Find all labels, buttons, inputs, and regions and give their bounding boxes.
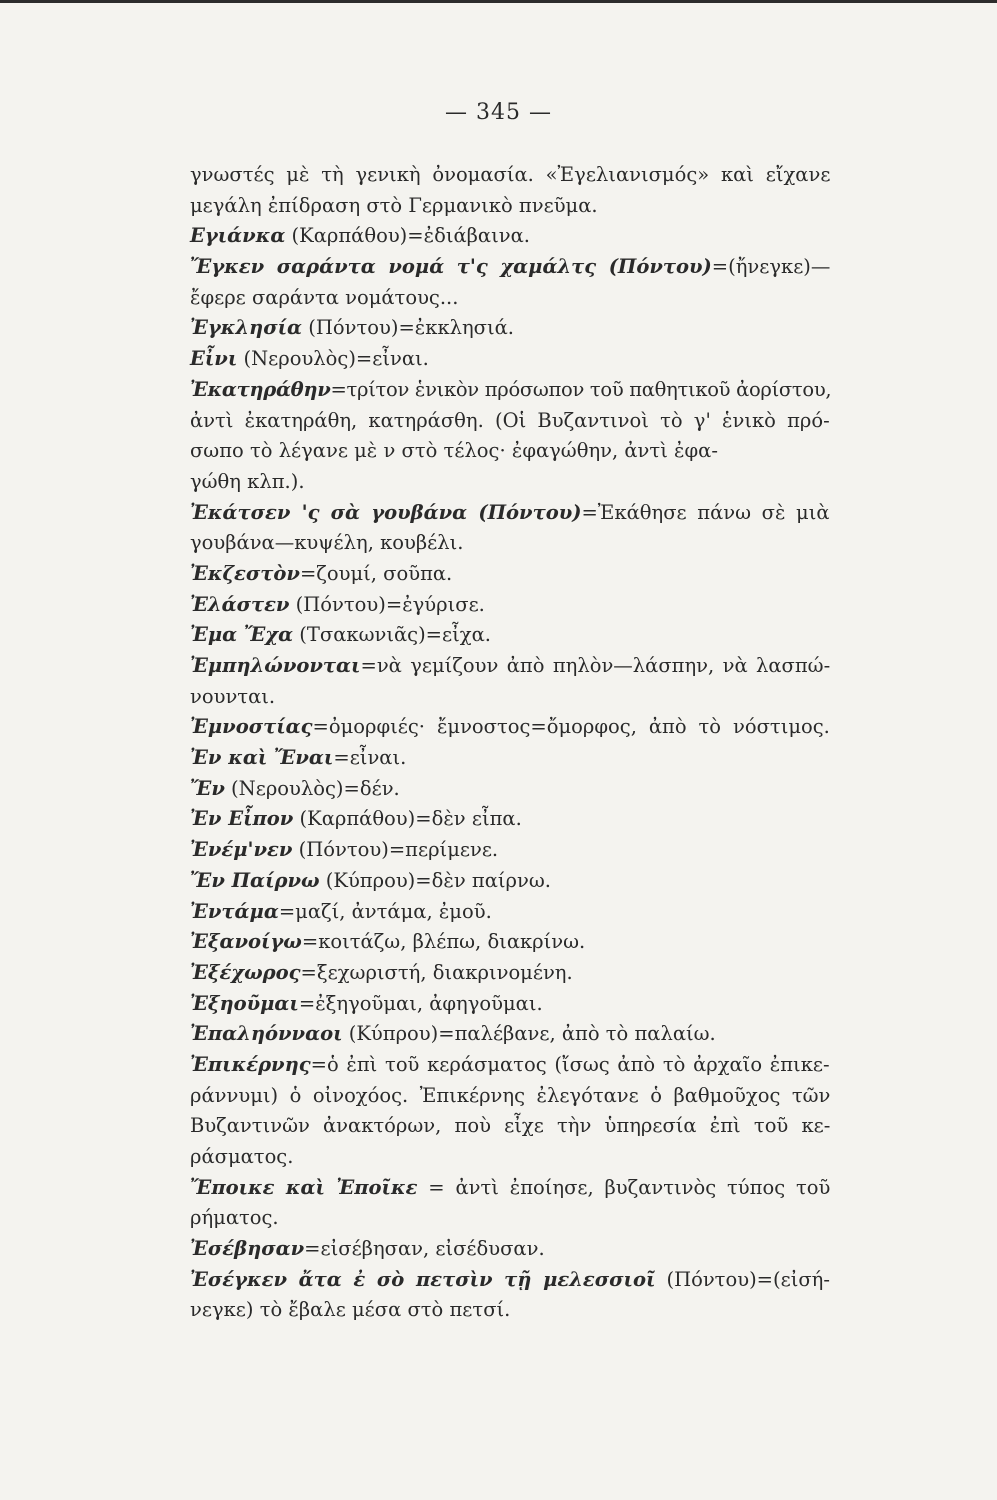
text-line: [190, 590, 830, 621]
text-line: [190, 927, 830, 958]
lemma-headword: Ἐμπηλώνονται: [190, 654, 361, 677]
text-line: [190, 1203, 830, 1234]
lemma-headword: Ἐνέμ'νεν: [190, 838, 293, 862]
definition-text: (Νερουλὸς)=εἶναι.: [237, 347, 429, 371]
text-line: [190, 467, 830, 498]
text-line: [190, 774, 830, 805]
definition-text: (Νερουλὸς)=δέν.: [224, 776, 400, 800]
definition-text: ἔφερε σαράντα νομάτους...: [190, 285, 459, 309]
definition-text: ράσματος.: [190, 1145, 294, 1168]
text-line: [190, 559, 830, 590]
text-line: [190, 1111, 830, 1142]
page-number: — 345 —: [445, 100, 552, 125]
definition-text: γώθη κλπ.).: [190, 469, 305, 493]
lemma-headword: Ἐκάτσεν 'ς σὰ γουβάνα (Πόντου): [190, 500, 582, 524]
lemma-headword: Εγιάνκα: [190, 224, 286, 248]
text-line: [190, 1265, 830, 1296]
text-line: [190, 1050, 830, 1081]
lemma-headword: Ἐν Εἶπον: [190, 807, 294, 831]
lemma-headword: Ἐλάστεν: [190, 592, 290, 616]
text-line: [190, 283, 830, 314]
definition-text: (Καρπάθου)=δὲν εἶπα.: [293, 807, 522, 831]
text-line: [190, 436, 830, 467]
definition-text: (Καρπάθου)=ἐδιάβαινα.: [285, 224, 530, 248]
text-line: [190, 1142, 830, 1173]
text-line: [190, 221, 830, 252]
lemma-headword: Ἐπαληόνναοι: [190, 1022, 343, 1046]
text-line: [190, 958, 830, 989]
lemma-headword: Ἐκζεστὸν: [190, 561, 300, 585]
definition-text: (Πόντου)=(εἰσή-: [655, 1267, 830, 1291]
text-line: [190, 1234, 830, 1265]
definition-text: σωπο τὸ λέγανε μὲ ν στὸ τέλος· ἐφαγώθην, ἀντὶ ἐφα-: [190, 439, 718, 463]
definition-text: =εἰσέβησαν, εἰσέδυσαν.: [304, 1237, 545, 1261]
lemma-headword: Ἐμνοστίας: [190, 715, 313, 739]
definition-text: =(ἤνεγκε)—: [711, 255, 831, 279]
page-top-edge: [0, 0, 997, 3]
lemma-headword: Ἐξανοίγω: [190, 930, 302, 954]
glossary-text: [190, 160, 830, 1326]
text-line: [190, 651, 830, 682]
definition-text: (Κύπρου)=παλέβανε, ἀπὸ τὸ παλαίω.: [342, 1022, 716, 1046]
text-line: [190, 897, 830, 928]
definition-text: =τρίτον ἑνικὸν πρόσωπον τοῦ παθητικοῦ ἀορίστου,: [330, 377, 832, 401]
definition-text: γνωστές μὲ τὴ γενικὴ ὀνομασία. «Ἐγελιανισμός» καὶ εἴχανε: [190, 163, 831, 186]
definition-text: (Πόντου)=περίμενε.: [292, 838, 499, 862]
definition-text: γουβάνα—κυψέλη, κουβέλι.: [190, 531, 464, 555]
definition-text: =ξεχωριστή, διακρινομένη.: [300, 960, 573, 984]
definition-text: =ὀμορφιές· ἔμνοστος=ὄμορφος, ἀπὸ τὸ νόστιμος.: [312, 715, 830, 739]
definition-text: (Πόντου)=ἐκκλησιά.: [302, 316, 515, 340]
text-line: [190, 528, 830, 559]
definition-text: (Κύπρου)=δὲν παίρνω.: [319, 868, 551, 892]
definition-text: νουνται.: [190, 684, 276, 708]
definition-text: ράννυμι) ὁ οἰνοχόος. Ἐπικέρνης ἐλεγότανε ὁ βαθμοῦχος τῶν: [190, 1083, 831, 1107]
lemma-headword: Ἐκατηράθην: [190, 377, 331, 401]
text-line: [190, 1295, 830, 1326]
lemma-headword: Ἔποικε καὶ Ἐποῖκε: [190, 1175, 418, 1199]
lemma-headword: Ἐξέχωρος: [190, 960, 301, 984]
lemma-headword: Ἔν: [190, 776, 225, 800]
lemma-headword: Ἐμα Ἔχα: [190, 623, 294, 647]
definition-text: Βυζαντινῶν ἀνακτόρων, ποὺ εἶχε τὴν ὑπηρεσία ἐπὶ τοῦ κε-: [190, 1114, 831, 1138]
text-line: [190, 344, 830, 375]
text-line: [190, 620, 830, 651]
text-line: [190, 1173, 830, 1204]
definition-text: ἀντὶ ἐκατηράθη, κατηράσθη. (Οἱ Βυζαντινοὶ τὸ γ' ἑνικὸ πρό-: [190, 408, 830, 432]
definition-text: ρήματος.: [190, 1206, 279, 1230]
text-line: [190, 1081, 830, 1112]
lemma-headword: Ἐγκλησία: [190, 316, 303, 340]
text-line: [190, 743, 830, 774]
definition-text: = ἀντὶ ἐποίησε, βυζαντινὸς τύπος τοῦ: [417, 1175, 831, 1199]
lemma-headword: Ἐσέγκεν ἄτα ἐ σὸ πετσὶν τῇ μελεσσιοῖ: [190, 1267, 656, 1291]
definition-text: νεγκε) τὸ ἔβαλε μέσα στὸ πετσί.: [190, 1298, 511, 1322]
lemma-headword: Ἐσέβησαν: [190, 1237, 305, 1261]
lemma-headword: Ἔν Παίρνω: [190, 868, 320, 892]
text-line: [190, 712, 830, 743]
definition-text: (Πόντου)=ἐγύρισε.: [289, 592, 485, 616]
text-line: [190, 498, 830, 529]
text-line: [190, 375, 830, 406]
text-line: [190, 1019, 830, 1050]
lemma-headword: Ἐν καὶ Ἔναι: [190, 746, 334, 770]
text-line: [190, 191, 830, 222]
definition-text: =ζουμί, σοῦπα.: [299, 561, 453, 585]
lemma-headword: Εἶνι: [190, 347, 238, 371]
definition-text: =ὁ ἐπὶ τοῦ κεράσματος (ἴσως ἀπὸ τὸ ἀρχαῖο ἐπικε-: [310, 1052, 830, 1076]
text-line: [190, 160, 830, 191]
definition-text: =Ἐκάθησε πάνω σὲ μιὰ: [581, 500, 830, 524]
text-line: [190, 682, 830, 713]
text-line: [190, 866, 830, 897]
lemma-headword: Ἐπικέρνης: [190, 1052, 311, 1076]
definition-text: μεγάλη ἐπίδραση στὸ Γερμανικὸ πνεῦμα.: [190, 193, 598, 217]
lemma-headword: Ἐξηοῦμαι: [190, 991, 299, 1015]
definition-text: (Τσακωνιᾶς)=εἶχα.: [293, 623, 491, 647]
definition-text: =ἐξηγοῦμαι, ἀφηγοῦμαι.: [298, 991, 543, 1015]
definition-text: =εἶναι.: [333, 746, 407, 770]
definition-text: =νὰ γεμίζουν ἀπὸ πηλὸν—λάσπην, νὰ λασπώ-: [360, 654, 831, 677]
text-line: [190, 406, 830, 437]
text-line: [190, 804, 830, 835]
text-line: [190, 252, 830, 283]
definition-text: =κοιτάζω, βλέπω, διακρίνω.: [301, 930, 586, 954]
lemma-headword: Ἔγκεν σαράντα νομά τ'ς χαμάλτς (Πόντου): [190, 255, 712, 279]
text-line: [190, 313, 830, 344]
lemma-headword: Ἐντάμα: [190, 899, 279, 923]
text-line: [190, 989, 830, 1020]
definition-text: =μαζί, ἀντάμα, ἐμοῦ.: [278, 899, 492, 923]
text-line: [190, 835, 830, 866]
